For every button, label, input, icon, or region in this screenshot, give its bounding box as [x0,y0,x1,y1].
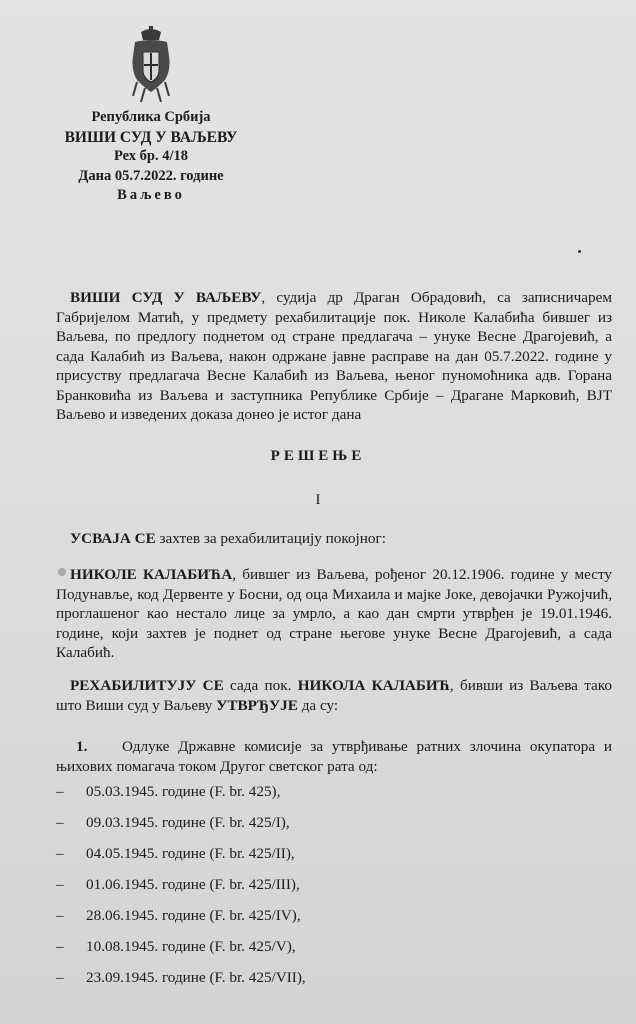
person-text: , бившег из Ваљева, рођеног 20.12.1906. године у месту Подунавље, код Дервенте у Босни, од оца Михаила и мајке Јоке, девојачки Ружојчић, проглашеног као нестало лице за умрло, а као дан смрти утврђен је 19.01.1946. године, који захтев је поднет од стране његове унуке Весне Драгојевић, а сада Калабић. [56,566,612,661]
rehab-text-2: , бивши из Ваљева тако што Виши суд у Ваљеву [56,677,612,714]
rehab-bold-2: НИКОЛА КАЛАБИЋ [297,677,450,694]
list-item-text: 10.08.1945. године (F. br. 425/V), [86,938,296,955]
republic-name: Република Србија [91,109,211,125]
rehab-text-1: сада пок. [223,677,298,694]
accept-paragraph [56,529,612,549]
intro-court-name: ВИШИ СУД У ВАЉЕВУ [70,289,262,306]
list-item-text: 28.06.1945. године (F. br. 425/IV), [86,907,301,924]
point-1-text: Одлуке Државне комисије за утврђивање ратних злочина окупатора и њихових помагача током Другог светског рата од: [56,738,612,775]
list-item-text: 01.06.1945. године (F. br. 425/III), [86,876,300,893]
list-item [56,937,306,968]
list-dash: – [56,845,64,862]
decision-dates-list [56,782,306,999]
point-1-paragraph [56,737,612,776]
intro-text: , судија др Драган Обрадовић, са записничарем Габријелом Матић, у предмету рехабилитације пок. Николе Калабића бившег из Ваљева, по предлогу поднетом од стране предлагача – унуке Весне Драгојевић, а сада Калабић из Ваљева, након одржане јавне расправе на дан 05.7.2022. године у присуству предлагача Весне Калабић из Ваљева, њеног пуномоћника адв. Горана Бранковића из Ваљева и заступника Републике Србије – Драгане Марковић, ВЈТ Ваљево и изведених доказа донео је истог дана [56,289,612,423]
decision-date: Дана 05.7.2022. године [78,167,224,184]
city-name: Ваљево [117,187,185,203]
list-dash: – [56,907,64,924]
list-item [56,906,306,937]
rehab-paragraph [56,676,612,715]
court-name: ВИШИ СУД У ВАЉЕВУ [64,128,238,146]
accept-bold: УСВАЈА СЕ [70,530,156,547]
rehab-bold-3: УТВРЂУЈЕ [216,696,298,714]
case-number: Рех бр. 4/18 [113,148,189,164]
person-name: НИКОЛЕ КАЛАБИЋА [70,566,233,583]
rehab-text-3: да су: [297,696,339,714]
court-header [40,108,262,206]
list-item-text: 23.09.1945. године (F. br. 425/VII), [86,969,306,986]
speck [578,250,581,253]
decision-title: РЕШЕЊЕ [270,448,366,464]
list-item [56,968,306,999]
list-item-text: 05.03.1945. године (F. br. 425), [86,783,281,800]
point-1-number: 1. [76,738,88,755]
list-dash: – [56,814,64,831]
rehab-bold-1: РЕХАБИЛИТУЈУ СЕ [70,677,224,694]
list-dash: – [56,938,64,955]
list-item [56,844,306,875]
list-item-text: 04.05.1945. године (F. br. 425/II), [86,845,295,862]
coat-of-arms-icon [127,26,175,104]
person-paragraph [56,565,612,663]
list-item-text: 09.03.1945. године (F. br. 425/I), [86,814,290,831]
section-numeral: I [315,492,321,508]
list-dash: – [56,876,64,893]
accept-text: захтев за рехабилитацију покојног: [155,530,386,547]
intro-paragraph [56,288,612,425]
list-dash: – [56,783,64,800]
list-item [56,782,306,813]
list-item [56,875,306,906]
list-dash: – [56,969,64,986]
list-item [56,813,306,844]
